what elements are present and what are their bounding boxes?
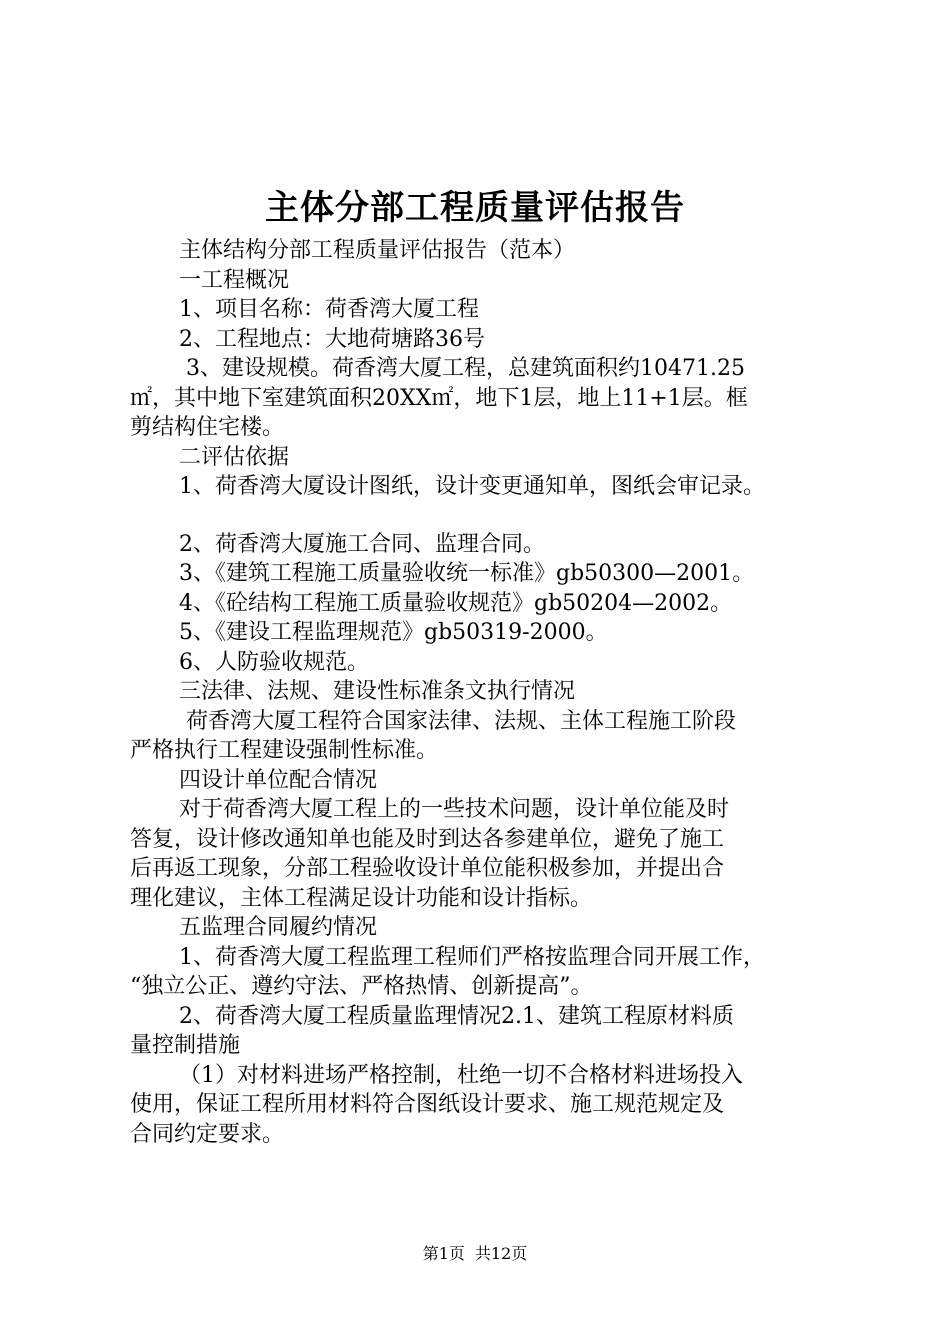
paragraph-line: 3、建设规模。荷香湾大厦工程，总建筑面积约10471.25 [186,356,745,381]
paragraph-line: 量控制措施 [130,1033,241,1058]
paragraph-line: 4、《砼结构工程施工质量验收规范》gb50204—2002。 [179,590,733,616]
blank-line [130,502,830,530]
page-number: 第1页 [422,1244,465,1263]
document-title: 主体分部工程质量评估报告 [265,188,685,228]
section-heading: 一工程概况 [179,267,290,293]
paragraph-line: 荷香湾大厦工程符合国家法律、法规、主体工程施工阶段 [186,708,737,734]
section-heading: 三法律、法规、建设性标准条文执行情况 [179,679,576,704]
paragraph-line: ㎡，其中地下室建筑面积20XX㎡，地下1层，地上11+1层。框 [130,385,748,411]
paragraph-line: 2、荷香湾大厦施工合同、监理合同。 [179,531,545,557]
paragraph-line: 3、《建筑工程施工质量验收统一标准》gb50300—2001。 [179,561,755,586]
page-total: 共12页 [474,1244,528,1263]
paragraph-line: 剪结构住宅楼。 [130,415,285,440]
section-heading: 二评估依据 [179,444,290,470]
subtitle-line: 主体结构分部工程质量评估报告（范本） [179,238,576,263]
paragraph-line: 1、项目名称：荷香湾大厦工程 [179,297,479,322]
paragraph-line: （1）对材料进场严格控制，杜绝一切不合格材料进场投入 [179,1062,743,1088]
document-body [130,236,830,1149]
paragraph-line: 2、工程地点：大地荷塘路36号 [179,326,485,352]
paragraph-line: 使用，保证工程所用材料符合图纸设计要求、施工规范规定及 [130,1092,725,1117]
paragraph-line: “独立公正、遵约守法、严格热情、创新提高”。 [130,974,593,999]
paragraph-line: 对于荷香湾大厦工程上的一些技术问题，设计单位能及时 [179,797,730,822]
paragraph-line: 6、人防验收规范。 [179,649,369,675]
paragraph-line: 1、荷香湾大厦工程监理工程师们严格按监理合同开展工作， [179,944,765,970]
paragraph-line: 后再返工现象，分部工程验收设计单位能积极参加，并提出合 [130,856,725,881]
section-heading: 五监理合同履约情况 [179,915,378,940]
paragraph-line: 严格执行工程建设强制性标准。 [130,738,439,763]
section-heading: 四设计单位配合情况 [179,767,378,793]
paragraph-line: 2、荷香湾大厦工程质量监理情况2.1、建筑工程原材料质 [179,1003,734,1029]
paragraph-line: 理化建议，主体工程满足设计功能和设计指标。 [130,885,593,911]
paragraph-line: 5、《建设工程监理规范》gb50319-2000。 [179,620,608,645]
paragraph-line: 答复，设计修改通知单也能及时到达各参建单位，避免了施工 [130,826,725,852]
paragraph-line: 1、荷香湾大厦设计图纸，设计变更通知单，图纸会审记录。 [179,474,765,499]
paragraph-line: 合同约定要求。 [130,1121,285,1147]
page-footer [0,1244,950,1264]
